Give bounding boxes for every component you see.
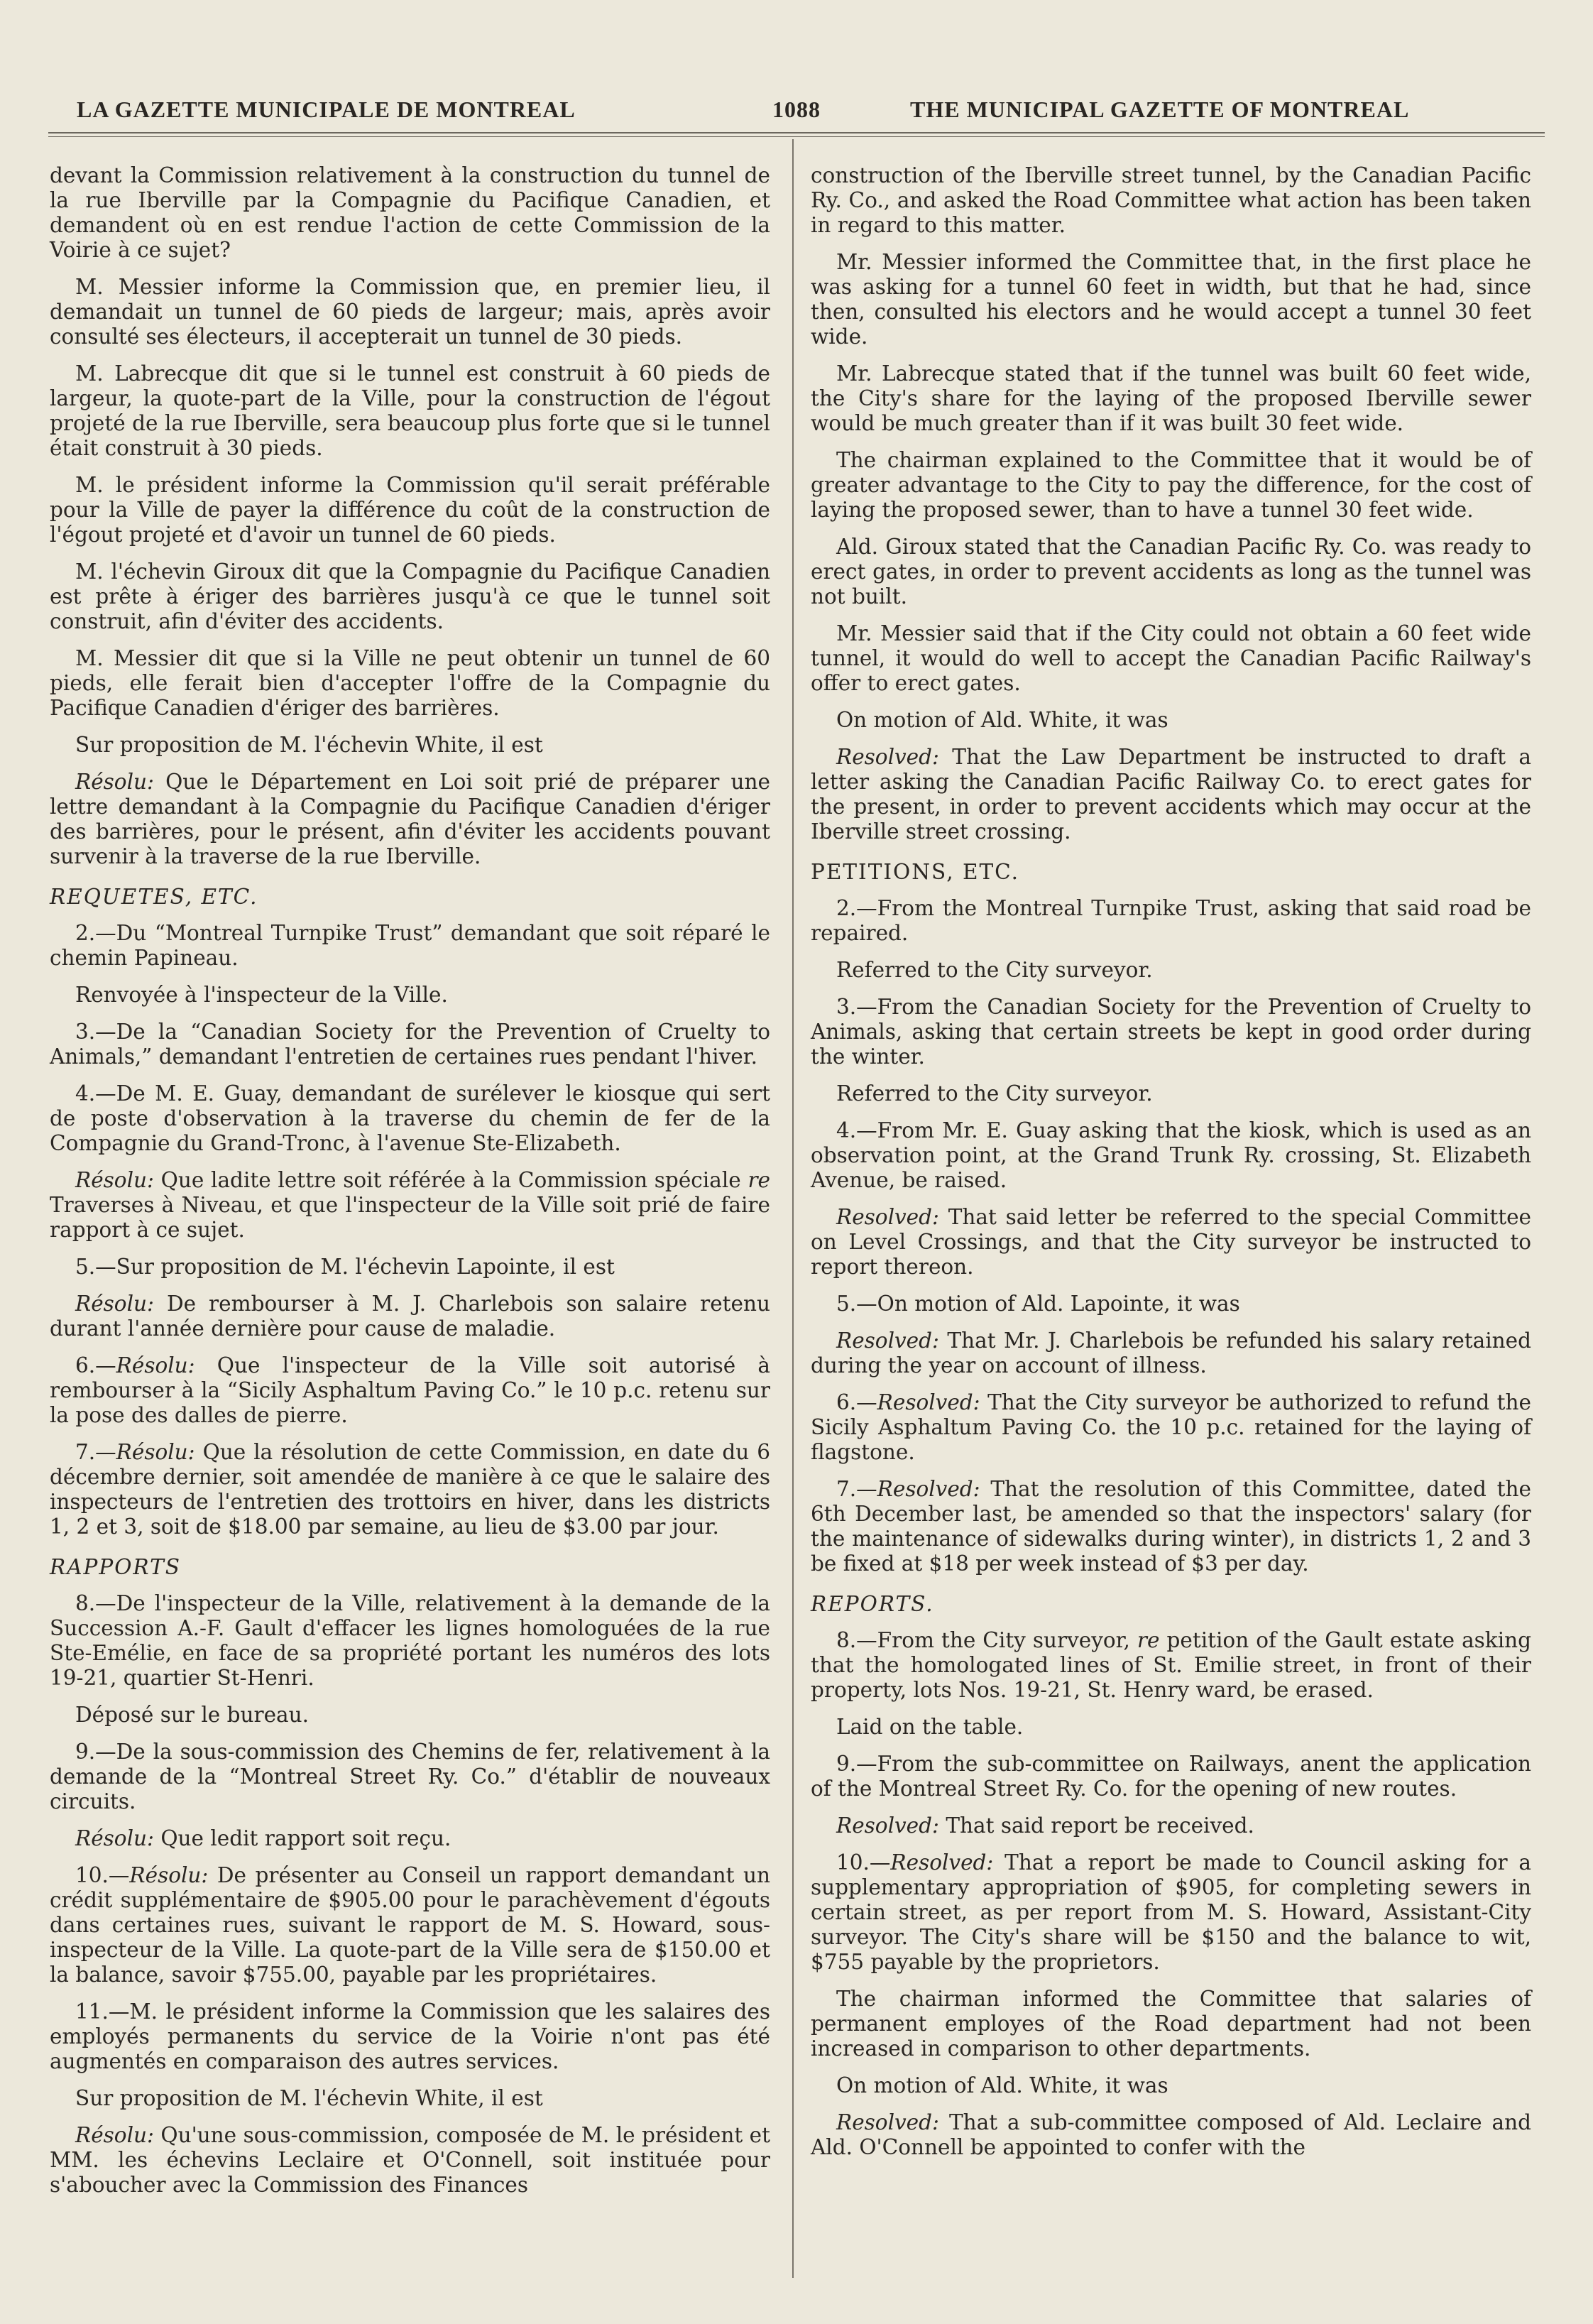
paragraph bbox=[811, 1628, 1531, 1703]
resolution-paragraph bbox=[50, 2123, 770, 2198]
resolution-label: Resolved: bbox=[836, 1329, 939, 1353]
item-number: 7.— bbox=[836, 1477, 877, 1501]
resolution-paragraph bbox=[811, 2110, 1531, 2160]
french-column bbox=[50, 163, 770, 2210]
paragraph: 9.—From the sub-committee on Railways, anent the application of the Montreal Street Ry. Co. for the opening of new routes. bbox=[811, 1752, 1531, 1801]
page-header bbox=[0, 91, 1593, 126]
resolution-label: Resolved: bbox=[836, 1205, 939, 1229]
paragraph: Referred to the City surveyor. bbox=[836, 1081, 1153, 1106]
resolution-label: Résolu: bbox=[75, 2123, 154, 2147]
item-number: 10.— bbox=[836, 1850, 891, 1875]
paragraph: On motion of Ald. White, it was bbox=[836, 708, 1168, 732]
resolution-text: Qu'une sous-commission, composée de M. le président et MM. les échevins Leclaire et O'Connell, soit instituée pour s'aboucher avec la Commission des Finances bbox=[50, 2123, 770, 2197]
resolution-paragraph bbox=[811, 1850, 1531, 1975]
resolution-label: Résolu: bbox=[75, 770, 154, 794]
paragraph: M. l'échevin Giroux dit que la Compagnie du Pacifique Canadien est prête à ériger des barrières jusqu'à ce que le tunnel soit construit, afin d'éviter des accidents. bbox=[50, 560, 770, 633]
re-word: re bbox=[748, 1168, 770, 1192]
resolution-paragraph bbox=[50, 1353, 770, 1428]
paragraph-text: petition of the Gault estate asking that the homologated lines of St. Emilie street, in front of their property, lots Nos. 19-21, St. Henry ward, be erased. bbox=[811, 1628, 1532, 1702]
item-number: 7.— bbox=[75, 1440, 116, 1464]
paragraph: Mr. Messier informed the Committee that, in the first place he was asking for a tunnel 60 feet in width, but that he had, since then, consulted his electors and he would accept a tunnel 30 feet wide. bbox=[811, 250, 1531, 349]
resolution-label: Résolu: bbox=[116, 1440, 195, 1464]
resolution-paragraph bbox=[50, 1440, 770, 1539]
resolution-paragraph bbox=[811, 1390, 1531, 1465]
paragraph: Mr. Messier said that if the City could not obtain a 60 feet wide tunnel, it would do well to accept the Canadian Pacific Railway's offer to erect gates. bbox=[811, 621, 1531, 695]
item-number: 10.— bbox=[75, 1863, 130, 1887]
resolution-text: That a sub-committee composed of Ald. Leclaire and Ald. O'Connell be appointed to confer with the bbox=[811, 2110, 1531, 2159]
resolution-text: That the City surveyor be authorized to refund the Sicily Asphaltum Paving Co. the 10 p.c. retained for the laying of flagstone. bbox=[811, 1390, 1531, 1464]
paragraph: The chairman explained to the Committee that it would be of greater advantage to the City to pay the difference, for the cost of laying the proposed sewer, than to have a tunnel 30 feet wide. bbox=[811, 448, 1531, 522]
french-gazette-title: LA GAZETTE MUNICIPALE DE MONTREAL bbox=[77, 97, 576, 122]
paragraph: The chairman informed the Committee that salaries of permanent employes of the Road department had not been increased in comparison to other departments. bbox=[811, 1987, 1531, 2061]
paragraph: 5.—On motion of Ald. Lapointe, it was bbox=[836, 1292, 1240, 1316]
resolution-label: Resolved: bbox=[877, 1477, 980, 1501]
paragraph: M. Messier dit que si la Ville ne peut obtenir un tunnel de 60 pieds, elle ferait bien d'accepter l'offre de la Compagnie du Pacifique Canadien d'ériger des barrières. bbox=[50, 646, 770, 720]
resolution-paragraph bbox=[811, 1813, 1531, 1838]
paragraph: Sur proposition de M. l'échevin White, il est bbox=[75, 2086, 543, 2110]
paragraph: Renvoyée à l'inspecteur de la Ville. bbox=[75, 983, 448, 1007]
paragraph: 4.—From Mr. E. Guay asking that the kiosk, which is used as an observation point, at the Grand Trunk Ry. crossing, St. Elizabeth Avenue, be raised. bbox=[811, 1118, 1531, 1192]
paragraph: 2.—Du “Montreal Turnpike Trust” demandant que soit réparé le chemin Papineau. bbox=[50, 921, 770, 970]
resolution-text: That said report be received. bbox=[938, 1813, 1254, 1838]
paragraph: 2.—From the Montreal Turnpike Trust, asking that said road be repaired. bbox=[811, 896, 1531, 945]
paragraph: Laid on the table. bbox=[836, 1715, 1024, 1739]
section-heading-rapports: RAPPORTS bbox=[50, 1555, 181, 1579]
paragraph: 3.—De la “Canadian Society for the Prevention of Cruelty to Animals,” demandant l'entretien de certaines rues pendant l'hiver. bbox=[50, 1020, 770, 1069]
resolution-paragraph bbox=[50, 770, 770, 869]
resolution-text: De présenter au Conseil un rapport demandant un crédit supplémentaire de $905.00 pour le parachèvement d'égouts dans certaines rues, suivant le rapport de M. S. Howard, sous-inspecteur de la Ville. La quote-part de la Ville sera de $150.00 et la balance, savoir $755.00, payable par les propriétaires. bbox=[50, 1863, 770, 1987]
item-number: 6.— bbox=[836, 1390, 877, 1414]
resolution-text: That Mr. J. Charlebois be refunded his salary retained during the year on account of illness. bbox=[811, 1329, 1531, 1378]
header-rule bbox=[48, 132, 1545, 137]
resolution-text: That the resolution of this Committee, dated the 6th December last, be amended so that the inspectors' salary (for the maintenance of sidewalks during winter), in districts 1, 2 and 3 be fixed at $18 per week instead of $3 per day. bbox=[811, 1477, 1531, 1576]
paragraph: Referred to the City surveyor. bbox=[836, 958, 1153, 982]
resolution-paragraph bbox=[811, 745, 1531, 844]
paragraph: 3.—From the Canadian Society for the Prevention of Cruelty to Animals, asking that certain streets be kept in good order during the winter. bbox=[811, 995, 1531, 1069]
resolution-paragraph bbox=[811, 1329, 1531, 1378]
english-column bbox=[811, 163, 1531, 2172]
resolution-paragraph bbox=[50, 1826, 770, 1851]
paragraph-text: 8.—From the City surveyor, bbox=[836, 1628, 1137, 1652]
resolution-label: Résolu: bbox=[129, 1863, 209, 1887]
resolution-label: Résolu: bbox=[75, 1826, 154, 1850]
resolution-text: Que ledit rapport soit reçu. bbox=[153, 1826, 451, 1850]
section-heading-petitions: PETITIONS, ETC. bbox=[811, 860, 1020, 884]
paragraph: M. Labrecque dit que si le tunnel est construit à 60 pieds de largeur, la quote-part de la Ville, pour la construction de l'égout projeté de la rue Iberville, sera beaucoup plus forte que si le tunnel était construit à 30 pieds. bbox=[50, 361, 770, 460]
paragraph: devant la Commission relativement à la construction du tunnel de la rue Iberville par la Compagnie du Pacifique Canadien, et demandent où en est rendue l'action de cette Commission de la Voirie à ce sujet? bbox=[50, 163, 770, 262]
resolution-paragraph bbox=[811, 1205, 1531, 1280]
resolution-text: That a report be made to Council asking for a supplementary appropriation of $905, for completing sewers in certain street, as per report from M. S. Howard, Assistant-City surveyor. The City's share will be $150 and the balance to wit, $755 payable by the proprietors. bbox=[811, 1850, 1531, 1974]
resolution-text: That the Law Department be instructed to draft a letter asking the Canadian Pacific Railway Co. to erect gates for the present, in order to prevent accidents which may occur at the Iberville street crossing. bbox=[811, 745, 1531, 844]
resolution-paragraph bbox=[50, 1168, 770, 1243]
resolution-text: Que ladite lettre soit référée à la Commission spéciale bbox=[153, 1168, 748, 1192]
paragraph: Ald. Giroux stated that the Canadian Pacific Ry. Co. was ready to erect gates, in order to prevent accidents as long as the tunnel was not built. bbox=[811, 535, 1531, 609]
resolution-label: Résolu: bbox=[116, 1353, 195, 1378]
english-gazette-title: THE MUNICIPAL GAZETTE OF MONTREAL bbox=[910, 97, 1410, 122]
paragraph: 5.—Sur proposition de M. l'échevin Lapointe, il est bbox=[75, 1255, 615, 1279]
paragraph: 8.—De l'inspecteur de la Ville, relativement à la demande de la Succession A.-F. Gault d'effacer les lignes homologuées de la rue Ste-Emélie, en face de sa propriété portant les numéros des lots 19-21, quartier St-Henri. bbox=[50, 1591, 770, 1690]
resolution-text: De rembourser à M. J. Charlebois son salaire retenu durant l'année dernière pour cause de maladie. bbox=[50, 1292, 770, 1341]
resolution-label: Resolved: bbox=[836, 1813, 939, 1838]
resolution-paragraph bbox=[811, 1477, 1531, 1576]
page-number: 1088 bbox=[772, 97, 821, 122]
section-heading-reports: REPORTS. bbox=[811, 1592, 934, 1616]
resolution-label: Resolved: bbox=[890, 1850, 994, 1875]
resolution-label: Resolved: bbox=[836, 2110, 939, 2134]
paragraph: Sur proposition de M. l'échevin White, il est bbox=[75, 733, 543, 757]
resolution-text: Que la résolution de cette Commission, en date du 6 décembre dernier, soit amendée de manière à ce que le salaire des inspecteurs de l'entretien des trottoirs en hiver, dans les districts 1, 2 et 3, soit de $18.00 par semaine, au lieu de $3.00 par jour. bbox=[50, 1440, 770, 1539]
paragraph: M. Messier informe la Commission que, en premier lieu, il demandait un tunnel de 60 pieds de largeur; mais, après avoir consulté ses électeurs, il accepterait un tunnel de 30 pieds. bbox=[50, 275, 770, 349]
resolution-text: Traverses à Niveau, et que l'inspecteur de la Ville soit prié de faire rapport à ce sujet. bbox=[50, 1193, 770, 1242]
resolution-text: Que le Département en Loi soit prié de préparer une lettre demandant à la Compagnie du Pacifique Canadien d'ériger des barrières, pour le présent, afin d'éviter les accidents pouvant survenir à la traverse de la rue Iberville. bbox=[50, 770, 770, 868]
resolution-label: Resolved: bbox=[877, 1390, 980, 1414]
resolution-text: Que l'inspecteur de la Ville soit autorisé à rembourser à la “Sicily Asphaltum Paving Co.” le 10 p.c. retenu sur la pose des dalles de pierre. bbox=[50, 1353, 770, 1427]
paragraph: construction of the Iberville street tunnel, by the Canadian Pacific Ry. Co., and asked the Road Committee what action has been taken in regard to this matter. bbox=[811, 163, 1531, 237]
resolution-label: Resolved: bbox=[836, 745, 939, 769]
resolution-label: Résolu: bbox=[75, 1292, 154, 1316]
paragraph: 11.—M. le président informe la Commission que les salaires des employés permanents du service de la Voirie n'ont pas été augmentés en comparaison des autres services. bbox=[50, 2000, 770, 2073]
paragraph: 9.—De la sous-commission des Chemins de fer, relativement à la demande de la “Montreal Street Ry. Co.” d'établir de nouveaux circuits. bbox=[50, 1740, 770, 1813]
paragraph: 4.—De M. E. Guay, demandant de surélever le kiosque qui sert de poste d'observation à la traverse du chemin de fer de la Compagnie du Grand-Tronc, à l'avenue Ste-Elizabeth. bbox=[50, 1081, 770, 1155]
item-number: 6.— bbox=[75, 1353, 116, 1378]
re-word: re bbox=[1137, 1628, 1160, 1652]
paragraph: Mr. Labrecque stated that if the tunnel was built 60 feet wide, the City's share for the laying of the proposed Iberville sewer would be much greater than if it was built 30 feet wide. bbox=[811, 361, 1531, 435]
paragraph: M. le président informe la Commission qu'il serait préférable pour la Ville de payer la différence du coût de la construction de l'égout projeté et d'avoir un tunnel de 60 pieds. bbox=[50, 473, 770, 547]
resolution-text: That said letter be referred to the special Committee on Level Crossings, and that the City surveyor be instructed to report thereon. bbox=[811, 1205, 1531, 1279]
section-heading-requetes: REQUETES, ETC. bbox=[50, 885, 258, 909]
resolution-paragraph bbox=[50, 1292, 770, 1341]
column-divider bbox=[792, 139, 794, 2278]
resolution-label: Résolu: bbox=[75, 1168, 154, 1192]
resolution-paragraph bbox=[50, 1863, 770, 1987]
paragraph: Déposé sur le bureau. bbox=[75, 1703, 310, 1727]
paragraph: On motion of Ald. White, it was bbox=[836, 2073, 1168, 2097]
